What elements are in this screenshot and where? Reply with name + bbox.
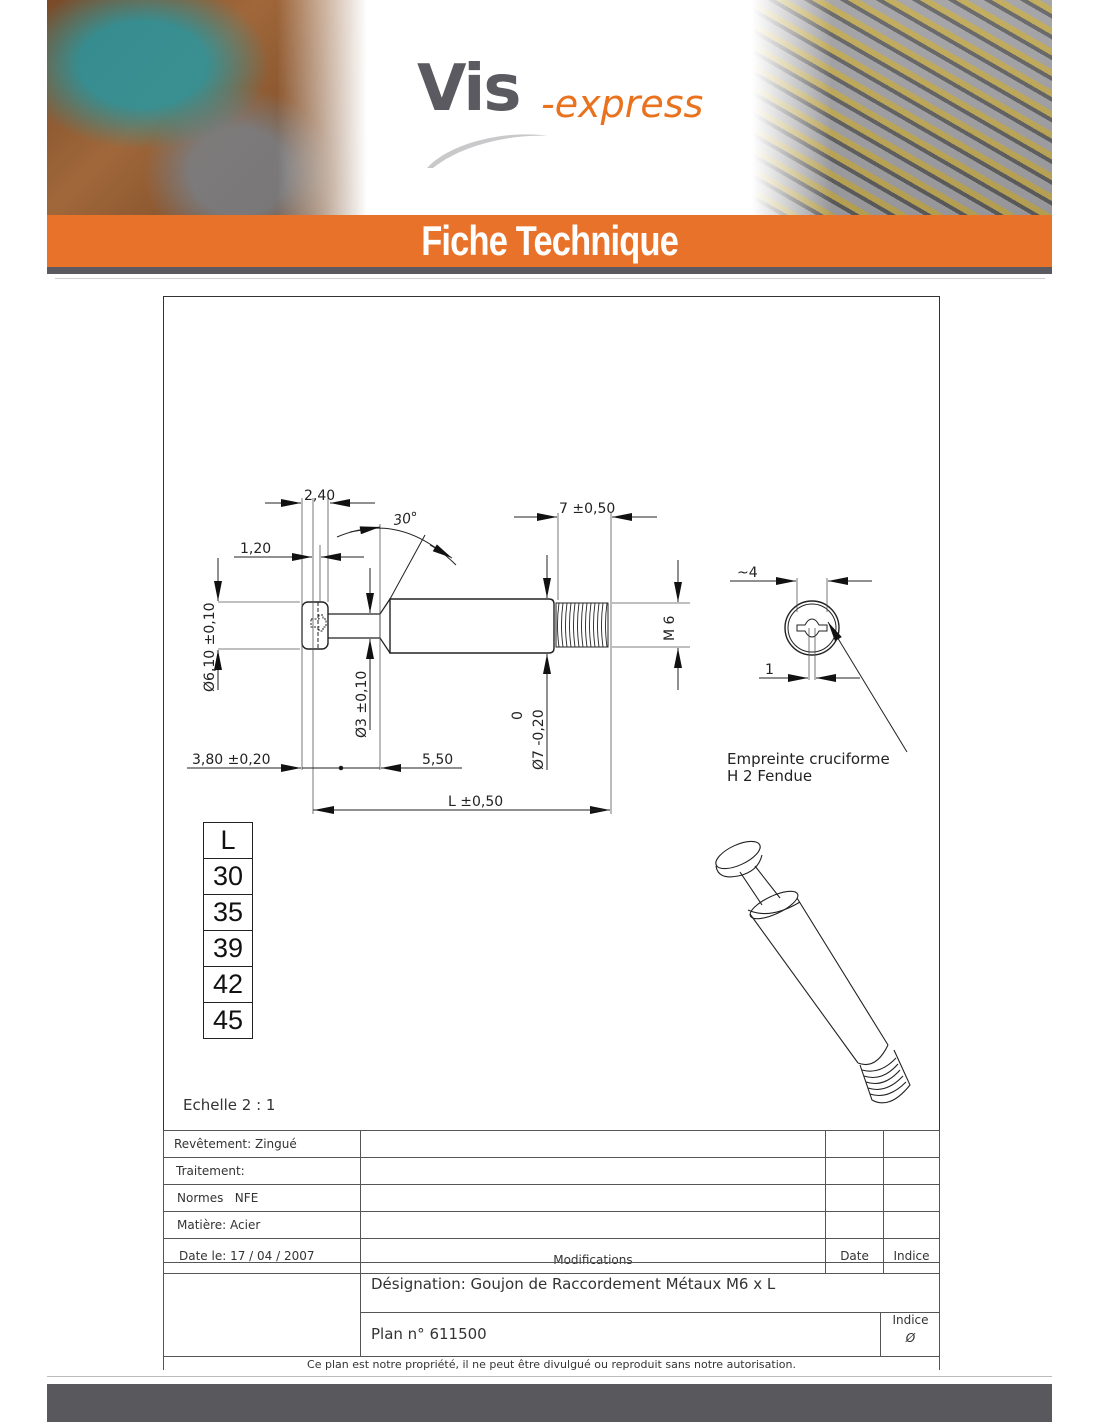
- dim-body-diameter: Ø7 -0,20: [531, 709, 547, 770]
- divider: [55, 278, 1045, 279]
- dim-head-diameter: Ø6,10 ±0,10: [202, 602, 218, 692]
- plan-indice-cell: [880, 1312, 940, 1356]
- plan-indice-value: Ø: [905, 1331, 916, 1345]
- dim-neck-length: 5,50: [422, 752, 454, 768]
- length-value: 45: [204, 1003, 253, 1039]
- material-label: Matière: Acier: [164, 1212, 361, 1239]
- workshop-photo: [47, 0, 367, 215]
- dim-head-width: 2,40: [304, 488, 336, 504]
- header-banner-image: [47, 0, 1052, 215]
- dim-body-tol-upper: 0: [510, 711, 526, 720]
- recess-note-line2: H 2 Fendue: [727, 767, 813, 785]
- recess-note-line1: Empreinte cruciforme: [727, 750, 890, 768]
- table-row: [164, 1185, 940, 1212]
- table-row: [164, 1212, 940, 1239]
- dim-recess-width: ~4: [737, 565, 758, 581]
- dim-total-length: L ±0,50: [448, 794, 504, 810]
- confidentiality-notice: Ce plan est notre propriété, il ne peut être divulgué ou reproduit sans notre autorisation.: [307, 1358, 796, 1371]
- length-value: 39: [204, 931, 253, 967]
- modifications-header: Modifications: [360, 1239, 825, 1274]
- standards-label: Normes NFE: [164, 1185, 361, 1212]
- length-table: [203, 822, 253, 1039]
- title-block-table: [163, 1130, 940, 1274]
- footer-bar: [47, 1384, 1052, 1422]
- coating-label: Revêtement: Zingué: [164, 1131, 361, 1158]
- dim-thread-length: 7 ±0,50: [559, 501, 616, 517]
- dim-neck-diameter: Ø3 ±0,10: [354, 670, 370, 738]
- indice-header: Indice: [884, 1239, 940, 1274]
- dim-thread-size: M 6: [662, 615, 678, 641]
- technical-drawing: [163, 296, 940, 1130]
- title-banner: [47, 215, 1052, 267]
- frame-line: [163, 1356, 940, 1357]
- plan-number: Plan n° 611500: [360, 1312, 880, 1356]
- plan-indice-label: Indice: [892, 1313, 929, 1327]
- table-row: [164, 1158, 940, 1185]
- screws-photo: [752, 0, 1052, 215]
- banner-underline: [47, 267, 1052, 274]
- brand-main-text: Vis: [417, 52, 520, 126]
- treatment-label: Traitement:: [164, 1158, 361, 1185]
- logo-swoosh-icon: [423, 130, 583, 170]
- footer-divider: [47, 1376, 1052, 1377]
- dim-chamfer-angle: 30°: [392, 509, 420, 529]
- length-value: 35: [204, 895, 253, 931]
- length-value: 42: [204, 967, 253, 1003]
- date-header: Date: [826, 1239, 884, 1274]
- title-block-empty-cell: [163, 1262, 360, 1356]
- drawing-scale: Echelle 2 : 1: [183, 1096, 276, 1114]
- length-value: 30: [204, 859, 253, 895]
- length-table-header: L: [204, 823, 253, 859]
- dim-slot-width: 1: [765, 662, 774, 678]
- date-label: Date le: 17 / 04 / 2007: [164, 1239, 361, 1274]
- frame-line: [939, 1262, 940, 1370]
- brand-logo: [417, 52, 717, 172]
- designation: Désignation: Goujon de Raccordement Métaux M6 x L: [360, 1262, 940, 1312]
- brand-suffix-text: -express: [541, 82, 704, 126]
- frame-line: [163, 1262, 164, 1370]
- dim-slot-offset: 1,20: [240, 541, 272, 557]
- page-title: Fiche Technique: [421, 217, 678, 264]
- table-row: [164, 1131, 940, 1158]
- dim-neck-position: 3,80 ±0,20: [192, 752, 271, 768]
